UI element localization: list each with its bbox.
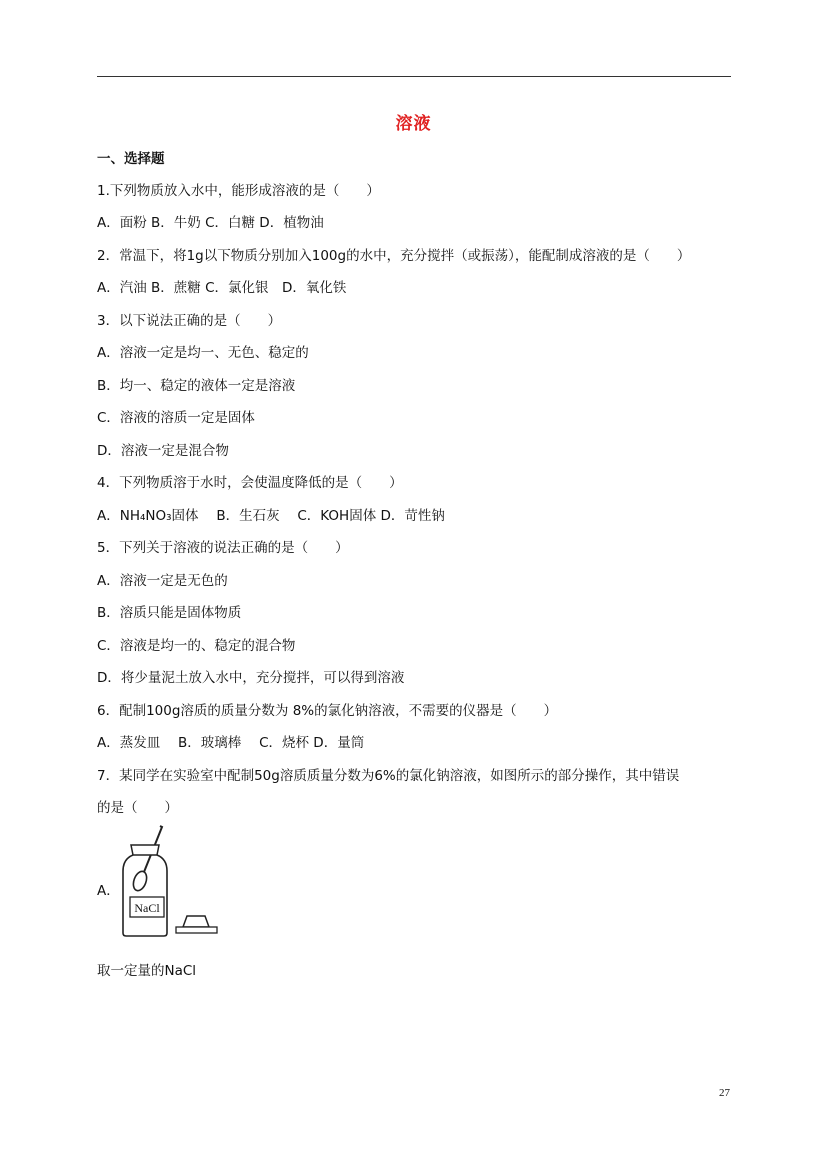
stopper-base	[176, 927, 217, 933]
question-6-options: A．蒸发皿 B．玻璃棒 C．烧杯 D．量筒	[97, 735, 365, 751]
spatula-scoop	[131, 870, 149, 893]
question-7-continued: 的是（ ）	[97, 800, 178, 816]
question-1-options: A．面粉 B．牛奶 C．白糖 D．植物油	[97, 215, 324, 231]
question-3-option-c: C．溶液的溶质一定是固体	[97, 410, 255, 426]
question-7: 7．某同学在实验室中配制50g溶质质量分数为6%的氯化钠溶液，如图所示的部分操作，其中错误	[97, 768, 680, 784]
reagent-bottle-figure	[97, 823, 227, 938]
reagent-bottle-illustration	[97, 823, 227, 938]
figure-caption: 取一定量的NaCl	[97, 963, 197, 979]
question-2-options: A．汽油 B．蔗糖 C．氯化银 D．氧化铁	[97, 280, 347, 296]
question-2: 2．常温下，将1g以下物质分别加入100g的水中，充分搅拌（或振荡），能配制成溶液的是（ ）	[97, 248, 691, 264]
stopper	[183, 916, 209, 927]
bottle-label-text: NaCl	[134, 901, 160, 915]
question-6: 6．配制100g溶质的质量分数为 8%的氯化钠溶液，不需要的仪器是（ ）	[97, 703, 558, 719]
figure-option-label: A．	[97, 883, 120, 899]
header-rule	[97, 76, 731, 77]
question-1: 1.下列物质放入水中，能形成溶液的是（ ）	[97, 183, 380, 199]
question-3: 3．以下说法正确的是（ ）	[97, 313, 282, 329]
question-5-option-d: D．将少量泥土放入水中，充分搅拌，可以得到溶液	[97, 670, 405, 686]
question-4: 4．下列物质溶于水时，会使温度降低的是（ ）	[97, 475, 403, 491]
question-5: 5．下列关于溶液的说法正确的是（ ）	[97, 540, 349, 556]
bottle-neck	[131, 845, 159, 855]
question-3-option-b: B．均一、稳定的液体一定是溶液	[97, 378, 296, 394]
question-5-option-a: A．溶液一定是无色的	[97, 573, 228, 589]
question-3-option-d: D．溶液一定是混合物	[97, 443, 229, 459]
question-5-option-b: B．溶质只能是固体物质	[97, 605, 242, 621]
question-4-options: A．NH₄NO₃固体 B．生石灰 C．KOH固体 D．苛性钠	[97, 508, 445, 524]
question-5-option-c: C．溶液是均一的、稳定的混合物	[97, 638, 296, 654]
page-number: 27	[719, 1087, 730, 1099]
question-3-option-a: A．溶液一定是均一、无色、稳定的	[97, 345, 309, 361]
section-heading: 一、选择题	[97, 151, 165, 167]
page-title: 溶液	[395, 114, 432, 134]
